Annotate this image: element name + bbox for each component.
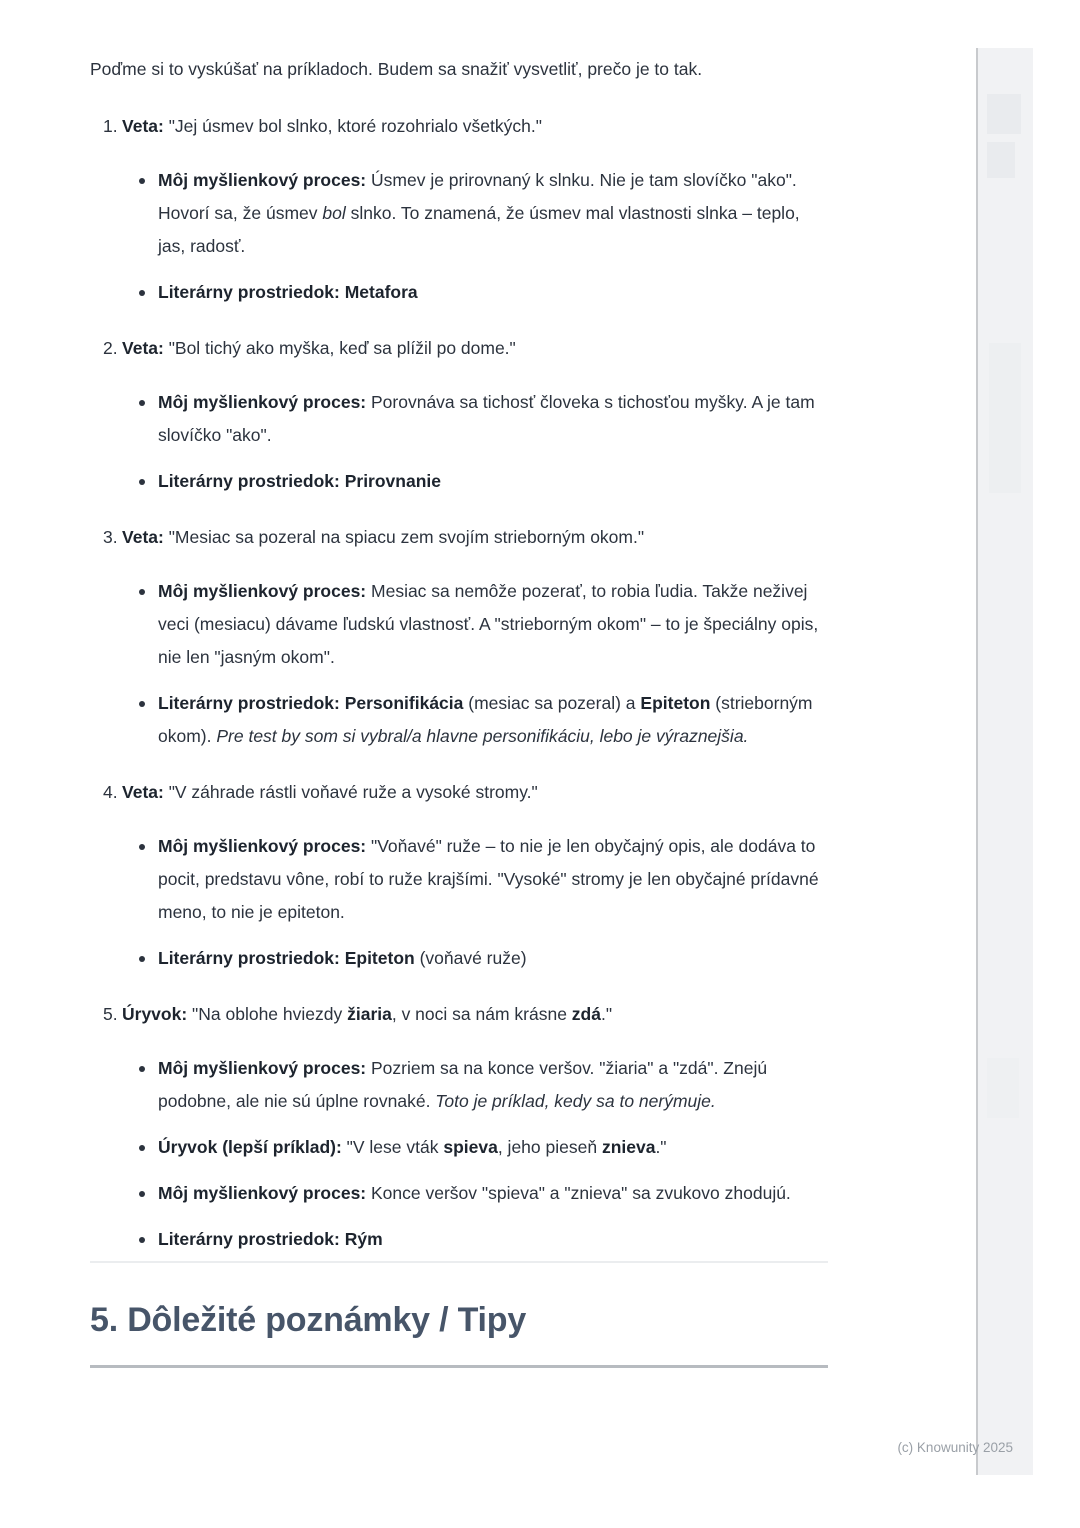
list-item-sentence: Veta: "Mesiac sa pozeral na spiacu zem svojím strieborným okom." [122, 527, 645, 547]
list-item-number: 1. [103, 116, 118, 136]
intro-paragraph: Poďme si to vyskúšať na príkladoch. Budem sa snažiť vysvetliť, prečo je to tak. [90, 59, 703, 79]
next-page-content-block [989, 343, 1021, 493]
bullet-item: Môj myšlienkový proces: Konce veršov "spieva" a "znieva" sa zvukovo zhodujú. [90, 1177, 828, 1210]
next-page-content-block [987, 142, 1015, 178]
list-item [90, 776, 828, 975]
list-item [90, 998, 828, 1256]
next-page-content-block [987, 1058, 1019, 1118]
sub-bullet-list [90, 164, 828, 309]
list-item-head [90, 110, 828, 143]
list-item [90, 521, 828, 753]
bullet-item: Môj myšlienkový proces: Porovnáva sa tichosť človeka s tichosťou myšky. A je tam slovíčko "ako". [90, 386, 828, 452]
bullet-item: Literárny prostriedok: Personifikácia (mesiac sa pozeral) a Epiteton (strieborným okom). Pre test by som si vybral/a hlavne personifikáciu, lebo je výraznejšia. [90, 687, 828, 753]
list-item-head [90, 521, 828, 554]
list-item-head [90, 776, 828, 809]
sub-bullet-list [90, 1052, 828, 1256]
list-item-sentence: Veta: "Jej úsmev bol slnko, ktoré rozohrialo všetkých." [122, 116, 542, 136]
list-item-number: 5. [103, 1004, 118, 1024]
list-item-sentence: Úryvok: "Na oblohe hviezdy žiaria, v noci sa nám krásne zdá." [122, 1004, 613, 1024]
document-page-content [90, 53, 828, 1368]
watermark: (c) Knowunity 2025 [897, 1440, 1013, 1455]
next-page-content-block [987, 94, 1021, 134]
list-item [90, 332, 828, 498]
bullet-item: Literárny prostriedok: Metafora [90, 276, 828, 309]
bullet-item: Literárny prostriedok: Epiteton (voňavé ruže) [90, 942, 828, 975]
list-item-head [90, 998, 828, 1031]
bullet-item: Úryvok (lepší príklad): "V lese vták spieva, jeho pieseň znieva." [90, 1131, 828, 1164]
section-heading: 5. Dôležité poznámky / Tipy [90, 1301, 527, 1339]
section-divider [90, 1261, 828, 1263]
bullet-item: Literárny prostriedok: Rým [90, 1223, 828, 1256]
heading-underline [90, 1365, 828, 1368]
bullet-item: Môj myšlienkový proces: Úsmev je prirovnaný k slnku. Nie je tam slovíčko "ako". Hovorí sa, že úsmev bol slnko. To znamená, že úsmev mal vlastnosti slnka – teplo, jas, radosť. [90, 164, 828, 263]
list-item-sentence: Veta: "Bol tichý ako myška, keď sa plížil po dome." [122, 338, 516, 358]
bullet-item: Literárny prostriedok: Prirovnanie [90, 465, 828, 498]
list-item-head [90, 332, 828, 365]
list-item-number: 2. [103, 338, 118, 358]
next-page-edge[interactable] [976, 48, 1033, 1475]
list-item-number: 3. [103, 527, 118, 547]
sub-bullet-list [90, 575, 828, 753]
list-item-sentence: Veta: "V záhrade rástli voňavé ruže a vysoké stromy." [122, 782, 538, 802]
bullet-item: Môj myšlienkový proces: "Voňavé" ruže – to nie je len obyčajný opis, ale dodáva to pocit, predstavu vône, robí to ruže krajšími. "Vysoké" stromy je len obyčajné prídavné meno, to nie je epiteton. [90, 830, 828, 929]
bullet-item: Môj myšlienkový proces: Pozriem sa na konce veršov. "žiaria" a "zdá". Znejú podobne, ale nie sú úplne rovnaké. Toto je príklad, kedy sa to nerýmuje. [90, 1052, 828, 1118]
sub-bullet-list [90, 830, 828, 975]
list-item-number: 4. [103, 782, 118, 802]
examples-list [90, 110, 828, 1256]
list-item [90, 110, 828, 309]
bullet-item: Môj myšlienkový proces: Mesiac sa nemôže pozerať, to robia ľudia. Takže neživej veci (mesiacu) dávame ľudskú vlastnosť. A "strieborným okom" – to je špeciálny opis, nie len "jasným okom". [90, 575, 828, 674]
sub-bullet-list [90, 386, 828, 498]
